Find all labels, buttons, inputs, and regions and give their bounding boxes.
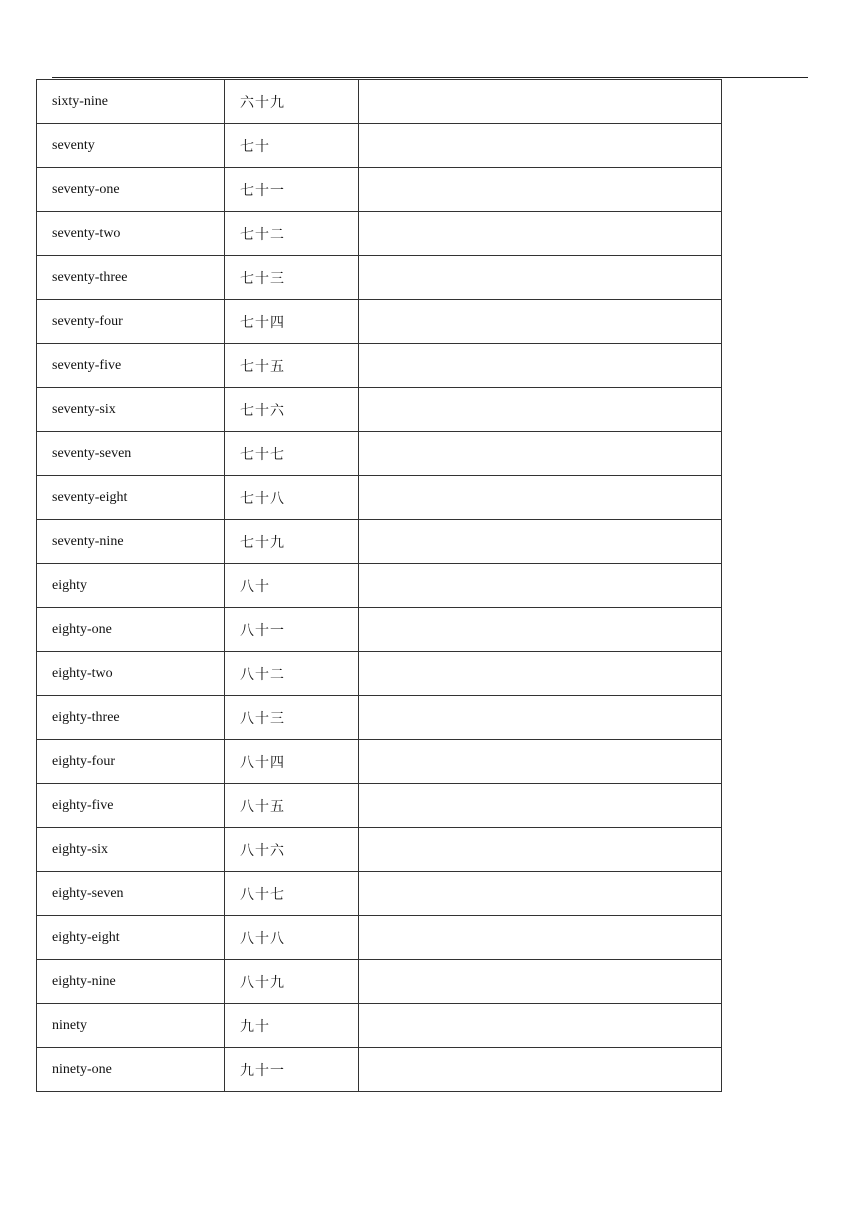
- answer-cell[interactable]: [359, 740, 722, 784]
- answer-cell[interactable]: [359, 520, 722, 564]
- answer-cell[interactable]: [359, 1004, 722, 1048]
- table-row: [37, 344, 722, 388]
- answer-cell[interactable]: [359, 124, 722, 168]
- table-row: [37, 1004, 722, 1048]
- table-row: [37, 916, 722, 960]
- answer-cell[interactable]: [359, 564, 722, 608]
- english-word-cell: seventy-six: [37, 388, 225, 432]
- table-row: [37, 388, 722, 432]
- english-word-cell: eighty-seven: [37, 872, 225, 916]
- answer-cell[interactable]: [359, 784, 722, 828]
- english-word-cell: eighty-six: [37, 828, 225, 872]
- english-word-cell: seventy-one: [37, 168, 225, 212]
- table-row: [37, 608, 722, 652]
- chinese-word-cell: 八十六: [225, 828, 359, 872]
- english-word-cell: seventy-two: [37, 212, 225, 256]
- table-row: [37, 124, 722, 168]
- answer-cell[interactable]: [359, 872, 722, 916]
- chinese-word-cell: 八十八: [225, 916, 359, 960]
- chinese-word-cell: 七十八: [225, 476, 359, 520]
- chinese-word-cell: 八十三: [225, 696, 359, 740]
- english-word-cell: eighty-four: [37, 740, 225, 784]
- table-row: [37, 300, 722, 344]
- chinese-word-cell: 八十: [225, 564, 359, 608]
- table-row: [37, 520, 722, 564]
- english-word-cell: eighty: [37, 564, 225, 608]
- answer-cell[interactable]: [359, 1048, 722, 1092]
- english-word-cell: eighty-eight: [37, 916, 225, 960]
- chinese-word-cell: 九十一: [225, 1048, 359, 1092]
- answer-cell[interactable]: [359, 476, 722, 520]
- table-row: [37, 740, 722, 784]
- english-word-cell: sixty-nine: [37, 80, 225, 124]
- chinese-word-cell: 六十九: [225, 80, 359, 124]
- english-word-cell: seventy-four: [37, 300, 225, 344]
- english-word-cell: eighty-three: [37, 696, 225, 740]
- table-row: [37, 476, 722, 520]
- chinese-word-cell: 八十二: [225, 652, 359, 696]
- answer-cell[interactable]: [359, 256, 722, 300]
- english-word-cell: seventy: [37, 124, 225, 168]
- english-word-cell: seventy-eight: [37, 476, 225, 520]
- table-row: [37, 212, 722, 256]
- table-row: [37, 784, 722, 828]
- english-word-cell: seventy-nine: [37, 520, 225, 564]
- answer-cell[interactable]: [359, 432, 722, 476]
- chinese-word-cell: 七十七: [225, 432, 359, 476]
- english-word-cell: seventy-three: [37, 256, 225, 300]
- english-word-cell: seventy-five: [37, 344, 225, 388]
- answer-cell[interactable]: [359, 80, 722, 124]
- vocabulary-table-body: [37, 80, 722, 1092]
- answer-cell[interactable]: [359, 168, 722, 212]
- chinese-word-cell: 七十一: [225, 168, 359, 212]
- answer-cell[interactable]: [359, 388, 722, 432]
- table-row: [37, 960, 722, 1004]
- vocabulary-table: [36, 79, 722, 1092]
- table-row: [37, 1048, 722, 1092]
- english-word-cell: eighty-nine: [37, 960, 225, 1004]
- english-word-cell: eighty-five: [37, 784, 225, 828]
- answer-cell[interactable]: [359, 916, 722, 960]
- table-row: [37, 256, 722, 300]
- chinese-word-cell: 八十四: [225, 740, 359, 784]
- answer-cell[interactable]: [359, 212, 722, 256]
- answer-cell[interactable]: [359, 344, 722, 388]
- table-row: [37, 696, 722, 740]
- chinese-word-cell: 七十二: [225, 212, 359, 256]
- chinese-word-cell: 九十: [225, 1004, 359, 1048]
- chinese-word-cell: 七十三: [225, 256, 359, 300]
- chinese-word-cell: 八十七: [225, 872, 359, 916]
- chinese-word-cell: 七十: [225, 124, 359, 168]
- answer-cell[interactable]: [359, 608, 722, 652]
- table-row: [37, 828, 722, 872]
- english-word-cell: seventy-seven: [37, 432, 225, 476]
- chinese-word-cell: 八十九: [225, 960, 359, 1004]
- answer-cell[interactable]: [359, 300, 722, 344]
- english-word-cell: ninety: [37, 1004, 225, 1048]
- chinese-word-cell: 八十一: [225, 608, 359, 652]
- english-word-cell: eighty-two: [37, 652, 225, 696]
- chinese-word-cell: 七十六: [225, 388, 359, 432]
- english-word-cell: ninety-one: [37, 1048, 225, 1092]
- table-row: [37, 432, 722, 476]
- table-row: [37, 564, 722, 608]
- answer-cell[interactable]: [359, 960, 722, 1004]
- header-rule: [52, 77, 808, 78]
- answer-cell[interactable]: [359, 652, 722, 696]
- chinese-word-cell: 七十四: [225, 300, 359, 344]
- chinese-word-cell: 七十九: [225, 520, 359, 564]
- table-row: [37, 872, 722, 916]
- answer-cell[interactable]: [359, 828, 722, 872]
- table-row: [37, 652, 722, 696]
- table-row: [37, 80, 722, 124]
- table-row: [37, 168, 722, 212]
- answer-cell[interactable]: [359, 696, 722, 740]
- chinese-word-cell: 八十五: [225, 784, 359, 828]
- english-word-cell: eighty-one: [37, 608, 225, 652]
- chinese-word-cell: 七十五: [225, 344, 359, 388]
